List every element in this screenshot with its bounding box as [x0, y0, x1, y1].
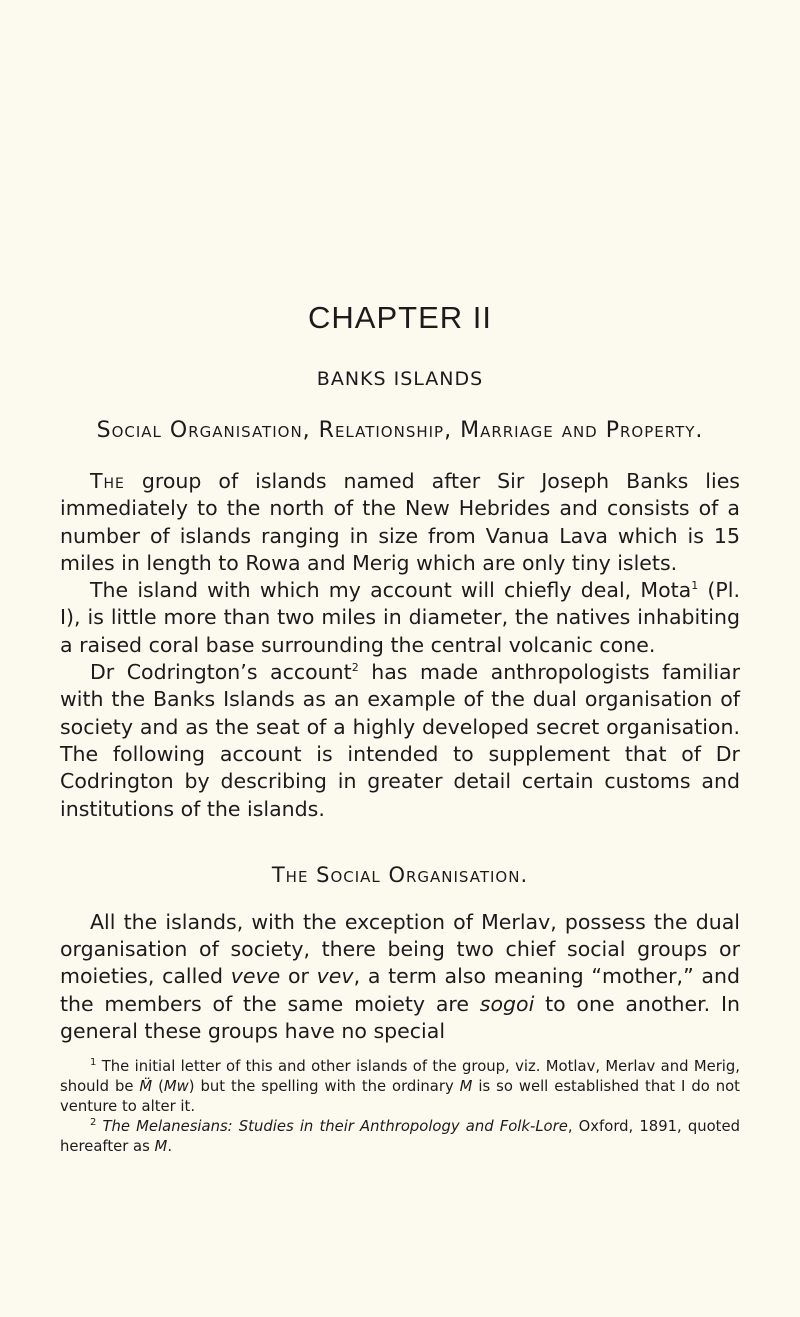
paragraph-4: [60, 909, 740, 1045]
chapter-subtitle: BANKS ISLANDS: [316, 368, 484, 390]
footnote-1-mw: Mw: [163, 1078, 189, 1096]
subsection-heading: The Social Organisation.: [271, 862, 529, 887]
footnote-2-title: The Melanesians: Studies in their Anthropology and Folk-Lore: [102, 1118, 568, 1136]
footnote-2-text-a: , Oxford, 1891, quoted hereafter as: [60, 1118, 740, 1156]
paragraph-4-text-d: to one another. In general these groups have no special: [60, 991, 740, 1044]
footnote-1-text-b: (: [152, 1078, 164, 1096]
footnote-2-text-b: .: [167, 1138, 173, 1156]
footnote-2-abbr: M: [154, 1138, 168, 1156]
paragraph-2-text-b: (Pl. I), is little more than two miles in diameter, the natives inhabiting a raised coral base surrounding the central volcanic cone.: [60, 578, 741, 657]
section-heading: Social Organisation, Relationship, Marriage and Property.: [96, 418, 704, 443]
footnote-1-text-a: The initial letter of this and other islands of the group, viz. Motlav, Merlav and Merig, should be: [60, 1058, 740, 1096]
footnote-1-m: M: [459, 1078, 473, 1096]
paragraph-2-text-a: The island with which my account will chiefly deal, Mota: [90, 578, 692, 603]
paragraph-4-text-c: , a term also meaning “mother,” and the members of the same moiety are: [60, 964, 741, 1016]
paragraph-3-text-a: Dr Codrington’s account: [90, 660, 352, 685]
footnote-2-number: 2: [90, 1117, 97, 1129]
footnote-ref-1[interactable]: 1: [691, 579, 699, 593]
footnote-2: [60, 1117, 740, 1157]
footnotes: [60, 1057, 740, 1157]
term-vev: vev: [316, 964, 354, 989]
footnote-1-text-d: is so well established that I do not venture to alter it.: [60, 1078, 740, 1116]
footnote-1: [60, 1057, 740, 1117]
footnote-1-m-umlaut: M̈: [139, 1078, 153, 1096]
paragraph-1-lead: The: [90, 469, 125, 493]
footnote-1-text-c: ) but the spelling with the ordinary: [188, 1078, 460, 1096]
paragraph-4-text-b: or: [280, 964, 317, 989]
paragraph-3-text-b: has made anthropologists familiar with the Banks Islands as an example of the dual organisation of society and as the seat of a highly developed secret organisation. The following account is intended to supplement that of Dr Codrington by describing in greater detail certain customs and institutions of the islands.: [60, 660, 741, 821]
page: [60, 300, 740, 1157]
term-sogoi: sogoi: [479, 991, 535, 1016]
chapter-title: CHAPTER II: [308, 300, 492, 335]
paragraph-1-text: group of islands named after Sir Joseph Banks lies immediately to the north of the New Hebrides and consists of a number of islands ranging in size from Vanua Lava which is 15 miles in length to Rowa and Merig which are only tiny islets.: [60, 469, 740, 575]
term-veve: veve: [230, 964, 281, 989]
paragraph-3: [60, 659, 740, 823]
paragraph-1: [60, 468, 740, 577]
footnote-ref-2[interactable]: 2: [351, 661, 359, 675]
paragraph-2: [60, 577, 740, 659]
paragraph-4-text-a: All the islands, with the exception of Merlav, possess the dual organisation of society, there being two chief social groups or moieties, called: [60, 909, 740, 989]
footnote-1-number: 1: [90, 1057, 97, 1069]
